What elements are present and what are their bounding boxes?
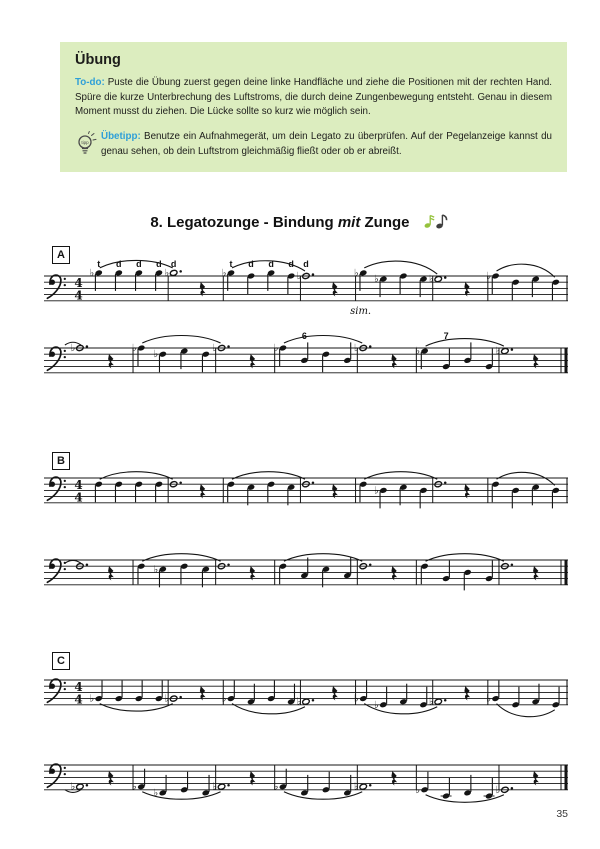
svg-text:♭: ♭ [373,274,379,286]
title-text: 8. Legatozunge - Bindung [150,214,338,231]
svg-text:♭: ♭ [131,781,137,793]
svg-text:6: 6 [301,331,307,341]
staff-a-line-2 [44,328,572,392]
lightbulb-icon [75,131,101,163]
svg-text:♭: ♭ [164,693,170,705]
svg-text:d: d [116,259,122,269]
svg-text:♭: ♭ [415,784,420,796]
staff-c-line-2 [44,745,572,809]
svg-text:♭: ♭ [486,693,491,705]
svg-text:♭: ♭ [353,343,359,354]
svg-text:4: 4 [74,288,83,303]
svg-text:4: 4 [74,276,83,290]
svg-text:♭: ♭ [212,781,217,793]
svg-text:♭: ♭ [153,564,159,576]
svg-text:4: 4 [74,490,83,505]
staff-c-line-1 [44,660,572,724]
svg-text:♭: ♭ [296,271,302,282]
tip-paragraph [101,130,552,159]
todo-text: Puste die Übung zuerst gegen deine linke Handfläche und ziehe die Positionen mit der rechten Hand. Spüre die kurze Unterbrechung des Luftstroms, die durch deine Zungenbewegung entsteht. Genau in diesem Moment musst du ziehen. Die Lücke sollte so kurz wie möglich sein. [75,77,552,118]
svg-text:t: t [229,259,233,269]
svg-text:♭: ♭ [70,781,76,793]
svg-text:d: d [268,259,274,269]
svg-text:♭: ♭ [296,696,302,708]
todo-paragraph [75,76,552,120]
staff-b-line-1 [44,458,572,522]
svg-text:d: d [288,259,294,269]
svg-text:♭: ♭ [153,349,159,361]
svg-text:4: 4 [74,478,83,492]
exercise-info-box [60,42,567,172]
svg-text:♭: ♭ [212,343,217,354]
svg-text:♭: ♭ [89,693,95,705]
section-label-c: C [52,652,70,670]
todo-label: To-do: [75,77,105,88]
title-text-end: Zunge [360,214,410,231]
svg-text:d: d [248,259,254,269]
svg-text:♭: ♭ [353,693,359,705]
tip-text: Benutze ein Aufnahmegerät, um dein Legato zu überprüfen. Auf der Pegelanzeige kannst du genau sehen, ob dein Luftstrom gleichmäßig fließt oder ob er abreißt. [101,131,552,157]
svg-text:♭: ♭ [221,693,227,705]
page-number: 35 [556,808,568,820]
svg-text:t: t [97,259,101,269]
svg-text:♭: ♭ [428,274,434,286]
svg-text:♭: ♭ [373,699,379,711]
svg-text:♭: ♭ [353,781,359,793]
music-notes-icon [422,211,450,234]
staff-b-line-2 [44,540,572,604]
svg-text:♭: ♭ [153,787,159,799]
svg-text:d: d [136,259,142,269]
svg-text:♭: ♭ [70,343,76,354]
svg-text:♭: ♭ [273,781,279,793]
svg-text:♭: ♭ [373,485,379,497]
svg-text:♭: ♭ [353,267,359,279]
svg-text:7: 7 [443,331,449,341]
svg-text:♭: ♭ [273,343,279,354]
section-label-a: A [52,246,70,264]
svg-text:♭: ♭ [89,267,95,279]
svg-text:♭: ♭ [486,271,491,282]
tip-row [75,130,552,163]
svg-text:♭: ♭ [131,343,137,354]
info-box-heading: Übung [75,52,121,68]
svg-text:4: 4 [74,680,83,694]
svg-text:♭: ♭ [164,267,170,279]
svg-text:sim.: sim. [350,305,372,317]
svg-text:♭: ♭ [221,267,227,279]
tip-label: Übetipp: [101,131,141,143]
section-label-b: B [52,452,70,470]
svg-text:d: d [156,259,162,269]
svg-text:♭: ♭ [428,696,434,708]
staff-a-line-1 [44,256,572,320]
svg-text:d: d [303,259,309,269]
svg-text:tipp: tipp [81,140,89,146]
svg-text:d: d [170,259,177,269]
exercise-title [0,211,600,234]
svg-text:♭: ♭ [495,784,501,796]
svg-text:♭: ♭ [415,346,420,358]
title-italic-word: mit [337,214,361,231]
svg-text:♭: ♭ [495,346,501,358]
svg-text:4: 4 [74,692,83,707]
